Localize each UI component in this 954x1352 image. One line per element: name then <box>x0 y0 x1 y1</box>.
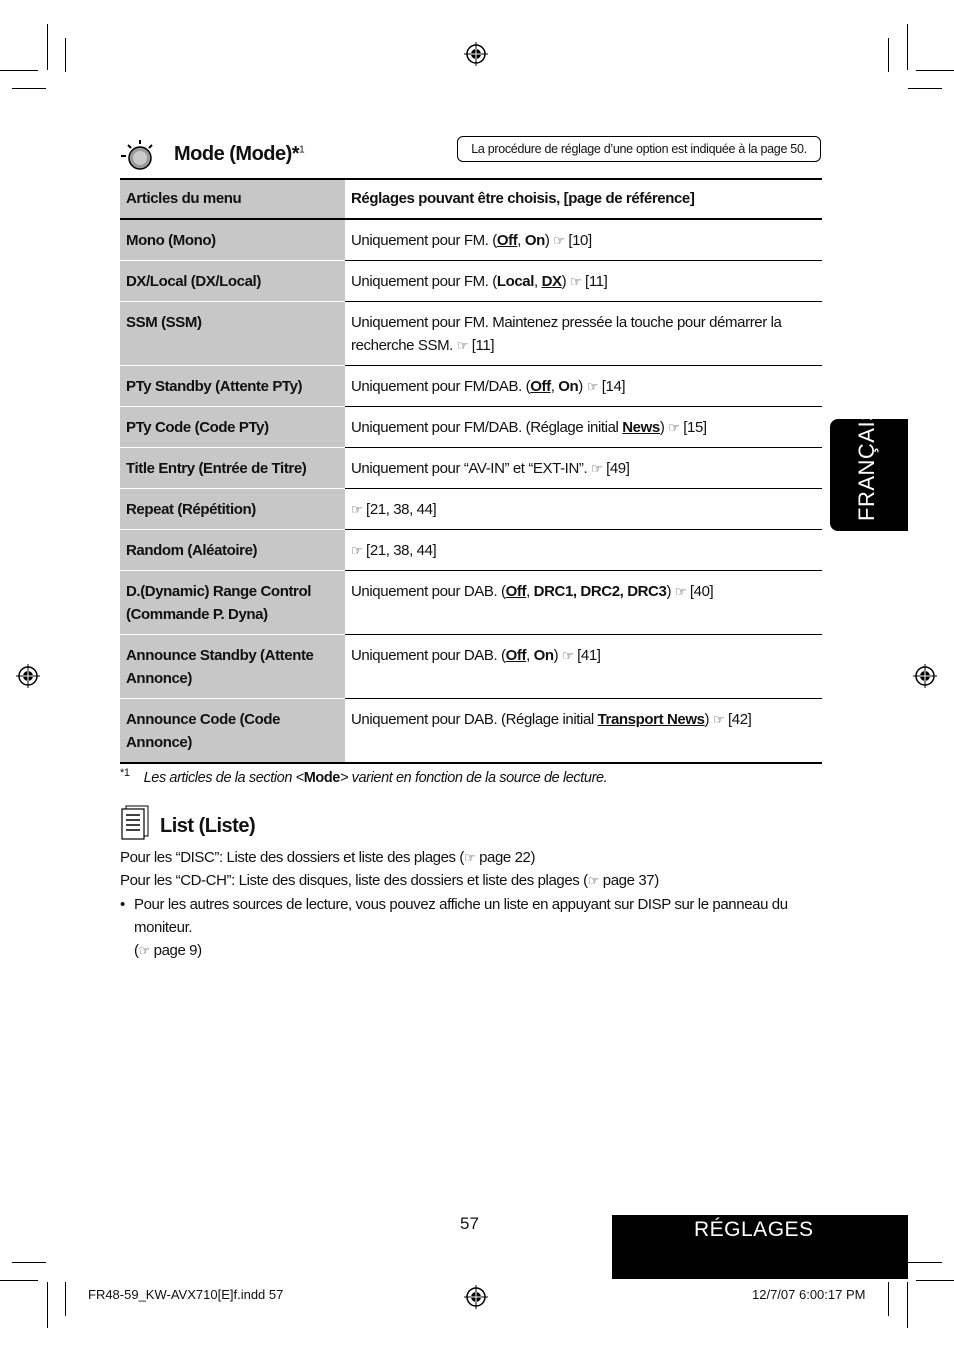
table-row <box>120 635 822 699</box>
hand-ref-icon: ☞ <box>138 943 150 958</box>
option-value: Transport News <box>597 711 705 728</box>
registration-mark-icon <box>464 42 488 66</box>
option-value: Local <box>496 273 535 290</box>
hand-ref-icon: ☞ <box>587 873 600 888</box>
menu-item-setting: Uniquement pour FM. (Local, DX) ☞ [11] <box>345 261 822 302</box>
menu-item-setting: Uniquement pour DAB. (Off, On) ☞ [41] <box>345 635 822 699</box>
menu-item-setting: Uniquement pour FM/DAB. (Off, On) ☞ [14] <box>345 366 822 407</box>
menu-item-setting: Uniquement pour DAB. (Off, DRC1, DRC2, DRC3) ☞ [40] <box>345 571 822 635</box>
list-bullet: • Pour les autres sources de lecture, vous pouvez affiche un liste en appuyant sur DISP sur le panneau du moniteur. (☞ page 9) <box>120 893 820 962</box>
table-row <box>120 366 822 407</box>
mode-section-title: Mode (Mode)*$^1$ <box>174 143 305 165</box>
hand-ref-icon: ☞ <box>668 420 680 435</box>
bullet-mark: • <box>120 896 125 913</box>
hand-ref-icon: ☞ <box>591 461 603 476</box>
page-reference: [10] <box>568 232 592 249</box>
footnote: $^{*1}$ Les articles de la section <Mode> varient en fonction de la source de lecture. <box>120 767 608 786</box>
menu-item-setting <box>345 530 822 571</box>
knob-icon <box>118 137 156 173</box>
separator: , <box>534 273 542 290</box>
menu-item-label: Repeat (Répétition) <box>120 489 345 530</box>
hand-ref-icon: ☞ <box>464 850 476 865</box>
list-line-cdch: Pour les “CD-CH”: Liste des disques, liste des dossiers et liste des plages (☞ page 37) <box>120 872 659 889</box>
table-row <box>120 571 822 635</box>
table-row <box>120 407 822 448</box>
menu-item-setting: Uniquement pour FM. Maintenez pressée la touche pour démarrer la recherche SSM. ☞ [11] <box>345 302 822 366</box>
registration-mark-icon <box>16 664 40 688</box>
page-reference: [49] <box>606 460 630 477</box>
menu-item-setting: Uniquement pour FM/DAB. (Réglage initial News) ☞ [15] <box>345 407 822 448</box>
page-reference: [42] <box>727 711 752 728</box>
separator: , <box>526 583 534 600</box>
separator: , <box>526 647 534 664</box>
language-tab <box>830 405 908 531</box>
hand-ref-icon: ☞ <box>553 233 565 248</box>
menu-item-label: DX/Local (DX/Local) <box>120 261 345 302</box>
option-value: On <box>533 647 554 664</box>
menu-item-label: Announce Standby (Attente Annonce) <box>120 635 345 699</box>
list-icon <box>118 804 150 840</box>
menu-item-label: D.(Dynamic) Range Control (Commande P. Dyna) <box>120 571 345 635</box>
hand-ref-icon: ☞ <box>586 379 598 394</box>
menu-item-setting: Uniquement pour FM. (Off, On) ☞ [10] <box>345 219 822 261</box>
option-value: Off <box>496 232 518 249</box>
hand-ref-icon: ☞ <box>351 502 363 517</box>
table-row <box>120 448 822 489</box>
mode-settings-table <box>120 178 822 764</box>
hand-ref-icon: ☞ <box>570 274 582 289</box>
list-section-title: List (Liste) <box>160 815 256 837</box>
page-reference: [41] <box>577 647 601 664</box>
option-value: Off <box>505 583 527 600</box>
print-timestamp: 12/7/07 6:00:17 PM <box>752 1287 866 1302</box>
menu-item-setting <box>345 489 822 530</box>
option-value: On <box>558 378 579 395</box>
section-label-box <box>612 1215 908 1279</box>
hand-ref-icon: ☞ <box>456 338 468 353</box>
option-value: DX <box>541 273 562 290</box>
option-value: DRC1, DRC2, DRC3 <box>533 583 667 600</box>
page-number: 57 <box>460 1214 479 1233</box>
page-reference: [11] <box>585 273 608 290</box>
registration-mark-icon <box>464 1285 488 1309</box>
option-value: Off <box>530 378 551 395</box>
page-reference: [21, 38, 44] <box>366 542 437 559</box>
hand-ref-icon: ☞ <box>562 648 574 663</box>
list-line-disc: Pour les “DISC”: Liste des dossiers et liste des plages (☞ page 22) <box>120 849 536 866</box>
hand-ref-icon: ☞ <box>712 712 725 727</box>
file-slug: FR48-59_KW-AVX710[E]f.indd 57 <box>88 1287 284 1302</box>
menu-item-label: SSM (SSM) <box>120 302 345 366</box>
menu-item-label: Random (Aléatoire) <box>120 530 345 571</box>
menu-item-label: Mono (Mono) <box>120 219 345 261</box>
table-row <box>120 302 822 366</box>
menu-item-setting: Uniquement pour DAB. (Réglage initial Transport News) ☞ [42] <box>351 711 752 728</box>
table-row <box>120 530 822 571</box>
menu-item-label: Announce Code (Code Annonce) <box>120 699 345 764</box>
page-reference: [11] <box>471 337 495 354</box>
separator: , <box>517 232 525 249</box>
footnote-mark: *1 <box>120 767 130 779</box>
header-settings: Réglages pouvant être choisis, [page de référence] <box>345 179 822 219</box>
menu-item-label: PTy Code (Code PTy) <box>120 407 345 448</box>
option-value: News <box>622 419 660 436</box>
header-item: Articles du menu <box>120 179 345 219</box>
separator: , <box>550 378 559 395</box>
page-reference: [40] <box>689 583 714 600</box>
menu-item-label: PTy Standby (Attente PTy) <box>120 366 345 407</box>
hand-ref-icon: ☞ <box>674 584 687 599</box>
menu-item-label: Title Entry (Entrée de Titre) <box>120 448 345 489</box>
option-value: Off <box>505 647 527 664</box>
registration-mark-icon <box>913 664 937 688</box>
page-reference: [21, 38, 44] <box>366 501 437 518</box>
page-reference: [15] <box>683 419 707 436</box>
menu-item-setting: Uniquement pour “AV-IN” et “EXT-IN”. ☞ [49] <box>345 448 822 489</box>
page-reference: [14] <box>601 378 626 395</box>
section-label: RÉGLAGES <box>694 1218 814 1241</box>
language-tab-label: FRANÇAIS <box>854 405 879 521</box>
table-row <box>120 261 822 302</box>
procedure-note: La procédure de réglage d’une option est indiquée à la page 50. <box>457 136 821 162</box>
hand-ref-icon: ☞ <box>351 543 363 558</box>
table-header-row <box>120 179 822 219</box>
table-row <box>120 699 822 764</box>
table-row <box>120 219 822 261</box>
table-row <box>120 489 822 530</box>
option-value: On <box>524 232 545 249</box>
